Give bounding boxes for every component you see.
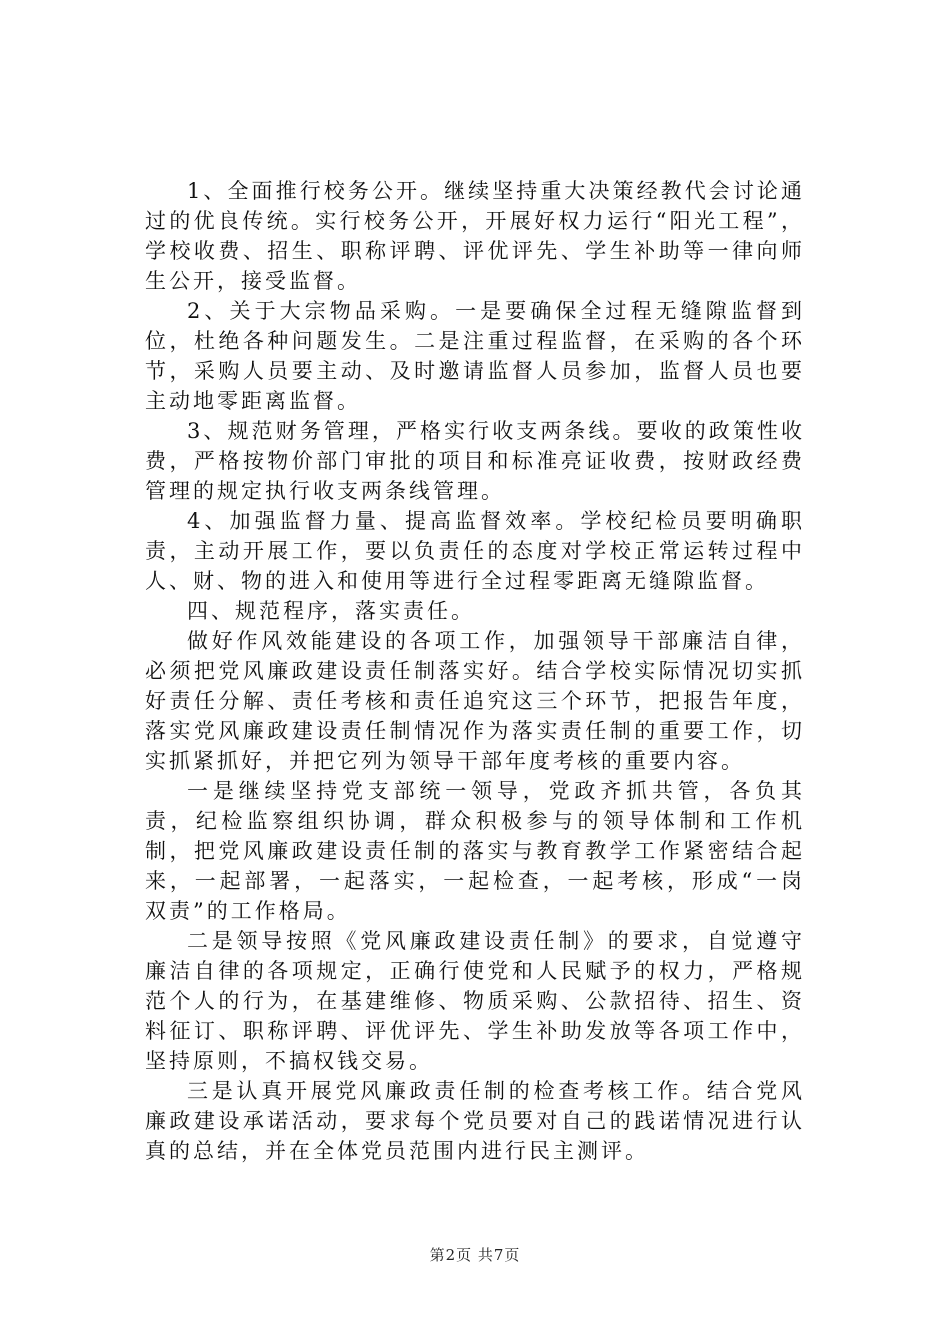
paragraph-3: 3、规范财务管理，严格实行收支两条线。要收的政策性收费，严格按物价部门审批的项目和标准亮证收费，按财政经费管理的规定执行收支两条线管理。 (145, 419, 805, 503)
paragraph-8: 二是领导按照《党风廉政建设责任制》的要求，自觉遵守廉洁自律的各项规定，正确行使党和人民赋予的权力，严格规范个人的行为，在基建维修、物质采购、公款招待、招生、资料征订、职称评聘、评优评先、学生补助发放等各项工作中，坚持原则，不搞权钱交易。 (145, 929, 805, 1073)
paragraph-1: 1、全面推行校务公开。继续坚持重大决策经教代会讨论通过的优良传统。实行校务公开，开展好权力运行“阳光工程”，学校收费、招生、职称评聘、评优评先、学生补助等一律向师生公开，接受监督。 (145, 179, 805, 293)
page-number-footer: 第2页 共7页 (429, 1246, 521, 1264)
document-body (145, 176, 805, 1166)
section-heading: 四、规范程序，落实责任。 (187, 599, 475, 623)
paragraph-2: 2、关于大宗物品采购。一是要确保全过程无缝隙监督到位，杜绝各种问题发生。二是注重过程监督，在采购的各个环节，采购人员要主动、及时邀请监督人员参加，监督人员也要主动地零距离监督。 (145, 299, 805, 413)
paragraph-6: 做好作风效能建设的各项工作，加强领导干部廉洁自律，必须把党风廉政建设责任制落实好。结合学校实际情况切实抓好责任分解、责任考核和责任追究这三个环节，把报告年度，落实党风廉政建设责任制情况作为落实责任制的重要工作，切实抓紧抓好，并把它列为领导干部年度考核的重要内容。 (145, 629, 805, 773)
paragraph-7: 一是继续坚持党支部统一领导，党政齐抓共管，各负其责，纪检监察组织协调，群众积极参与的领导体制和工作机制，把党风廉政建设责任制的落实与教育教学工作紧密结合起来，一起部署，一起落实，一起检查，一起考核，形成“一岗双责”的工作格局。 (145, 779, 805, 923)
paragraph-4: 4、加强监督力量、提高监督效率。学校纪检员要明确职责，主动开展工作，要以负责任的态度对学校正常运转过程中人、财、物的进入和使用等进行全过程零距离无缝隙监督。 (145, 509, 805, 593)
paragraph-9: 三是认真开展党风廉政责任制的检查考核工作。结合党风廉政建设承诺活动，要求每个党员要对自己的践诺情况进行认真的总结，并在全体党员范围内进行民主测评。 (145, 1079, 805, 1163)
